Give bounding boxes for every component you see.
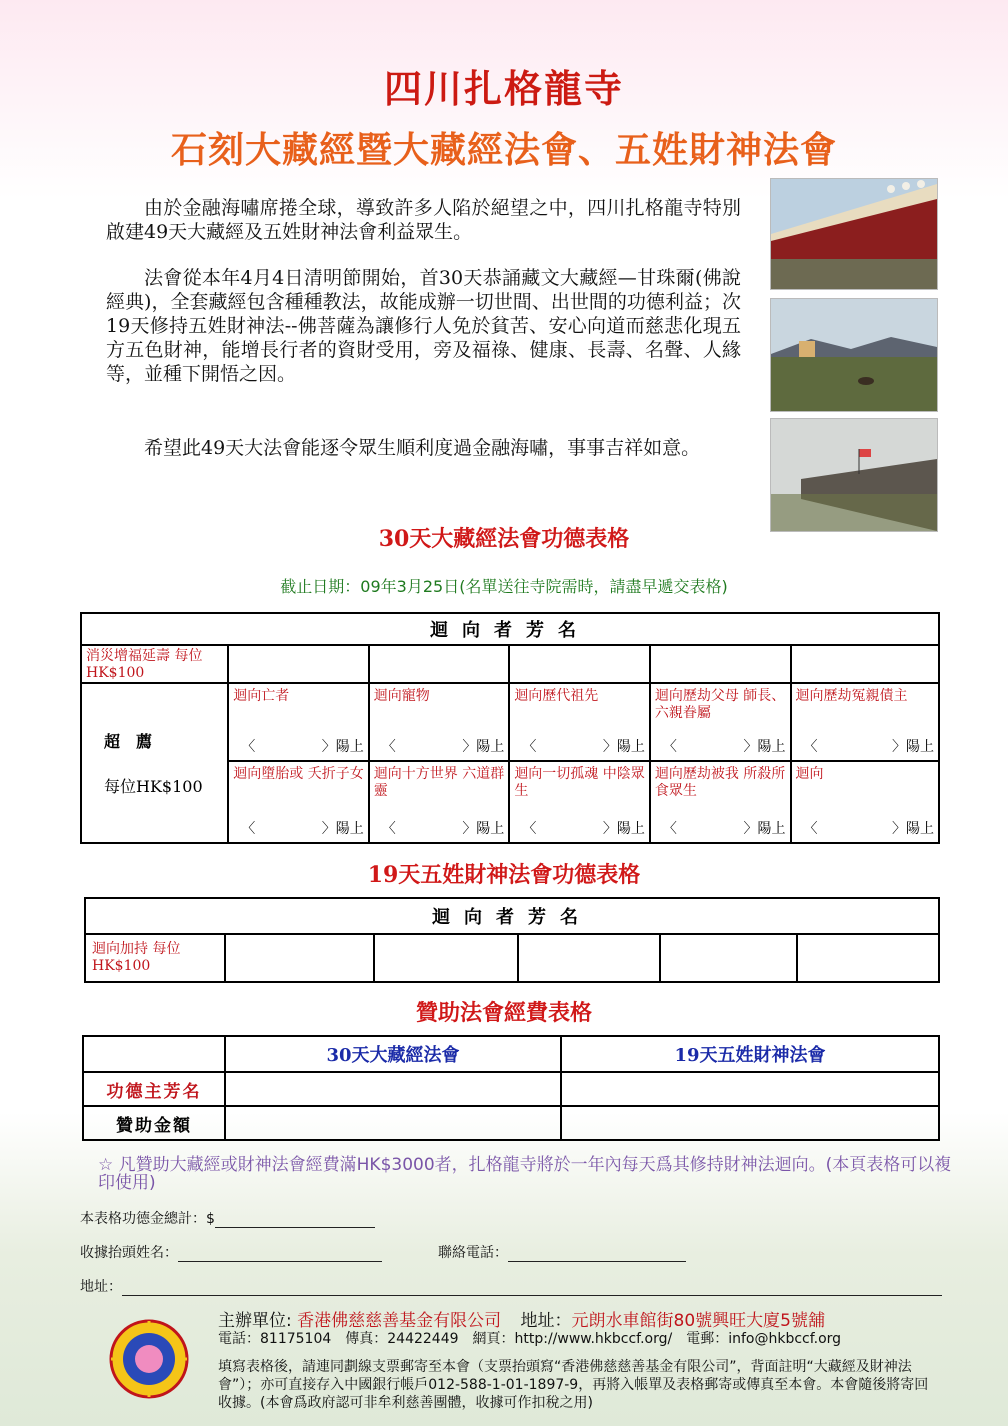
organizer-name: 香港佛慈慈善基金有限公司 bbox=[297, 1311, 502, 1331]
form2-label: 迴向加持 每位HK$100 bbox=[92, 941, 181, 974]
form2-name-field[interactable] bbox=[797, 934, 939, 982]
phone-field bbox=[438, 1242, 686, 1262]
deliverance-category: 迴向歷代祖先 bbox=[514, 688, 599, 704]
open-bracket: 〈 bbox=[803, 821, 818, 837]
address-input-line[interactable] bbox=[122, 1281, 942, 1296]
deliverance-cell[interactable] bbox=[228, 683, 369, 761]
close-bracket: 〉陽上 bbox=[321, 821, 364, 837]
blessing-name-field[interactable] bbox=[228, 645, 369, 683]
organizer-address: 元朗水車館街80號興旺大廈5號舖 bbox=[571, 1311, 825, 1331]
deliverance-cell[interactable] bbox=[369, 761, 510, 843]
deliverance-label-cell bbox=[81, 683, 228, 843]
address-field bbox=[80, 1276, 942, 1296]
deliverance-category: 迴向一切孤魂 中陰眾生 bbox=[514, 766, 645, 799]
close-bracket: 〉陽上 bbox=[602, 739, 645, 755]
footer-instructions: 填寫表格後，請連同劃線支票郵寄至本會（支票抬頭寫“香港佛慈慈善基金有限公司”，背面註明“大藏經及財神法會”）；亦可直接存入中國銀行帳戶012-588-1-01-1897-9，再將入帳單及表格郵寄或傳真至本會。本會隨後將寄回收據。(本會爲政府認可非牟利慈善團體，收據可作扣稅之用) bbox=[218, 1359, 929, 1411]
deliverance-category: 迴向 bbox=[795, 766, 824, 782]
deliverance-category: 迴向墮胎或 夭折子女 bbox=[233, 766, 364, 782]
open-bracket: 〈 bbox=[381, 821, 396, 837]
stone-wall-photo bbox=[770, 418, 938, 532]
close-bracket: 〉陽上 bbox=[892, 821, 934, 837]
phone-label: 聯絡電話： bbox=[438, 1245, 508, 1261]
phone-input-line[interactable] bbox=[508, 1247, 686, 1262]
blessing-name-field[interactable] bbox=[791, 645, 939, 683]
sponsor-name-field-wealth[interactable] bbox=[561, 1072, 939, 1106]
open-bracket: 〈 bbox=[803, 739, 818, 755]
deliverance-category: 迴向歷劫冤親債主 bbox=[795, 688, 908, 704]
deliverance-label: 超 薦 bbox=[104, 732, 153, 751]
total-label: 本表格功德金總計：$ bbox=[80, 1211, 215, 1227]
open-bracket: 〈 bbox=[381, 739, 396, 755]
close-bracket: 〉陽上 bbox=[602, 821, 645, 837]
blessing-label: 消災增福延壽 每位HK$100 bbox=[86, 648, 203, 681]
sponsor-name-label: 功德主芳名 bbox=[83, 1072, 225, 1106]
deliverance-cell[interactable] bbox=[509, 761, 650, 843]
open-bracket: 〈 bbox=[522, 821, 537, 837]
close-bracket: 〉陽上 bbox=[892, 739, 934, 755]
monastery-wall-photo bbox=[770, 178, 938, 290]
sponsor-amount-field-sutra[interactable] bbox=[225, 1106, 561, 1140]
sponsor-amount-label: 贊助金額 bbox=[83, 1106, 225, 1140]
blessing-label-cell bbox=[81, 645, 228, 683]
address-label-footer: 地址： bbox=[520, 1311, 572, 1331]
form2-name-field[interactable] bbox=[660, 934, 798, 982]
form3-col-wealth: 19天五姓財神法會 bbox=[561, 1036, 939, 1072]
deliverance-cell[interactable] bbox=[650, 683, 791, 761]
deliverance-category: 迴向寵物 bbox=[373, 688, 430, 704]
form1-header: 迴向者芳名 bbox=[81, 613, 939, 645]
form1-table bbox=[80, 612, 940, 844]
page-title: 四川扎格龍寺 bbox=[383, 66, 624, 111]
intro-paragraph-1: 由於金融海嘯席捲全球，導致許多人陷於絕望之中，四川扎格龍寺特別啟建49天大藏經及五姓財神法會利益眾生。 bbox=[106, 197, 741, 243]
sponsor-amount-field-wealth[interactable] bbox=[561, 1106, 939, 1140]
total-field bbox=[80, 1208, 375, 1228]
footer-contact: 電話：81175104 傳真：24422449 網頁：http://www.hkbccf.org/ 電郵：info@hkbccf.org bbox=[218, 1331, 842, 1347]
form2-title: 19天五姓財神法會功德表格 bbox=[367, 862, 641, 888]
address-label: 地址： bbox=[80, 1279, 122, 1295]
deliverance-category: 迴向歷劫被我 所殺所食眾生 bbox=[654, 766, 786, 799]
sponsor-name-field-sutra[interactable] bbox=[225, 1072, 561, 1106]
stupa-field-photo bbox=[770, 298, 938, 412]
page-subtitle: 石刻大藏經暨大藏經法會、五姓財神法會 bbox=[170, 129, 837, 171]
payee-field bbox=[80, 1242, 382, 1262]
open-bracket: 〈 bbox=[241, 739, 256, 755]
close-bracket: 〉陽上 bbox=[462, 821, 505, 837]
total-input-line[interactable] bbox=[215, 1213, 375, 1228]
sponsor-note: ☆ 凡贊助大藏經或財神法會經費滿HK$3000者，扎格龍寺將於一年內每天爲其修持財神法迴向。(本頁表格可以複印使用) bbox=[98, 1155, 952, 1193]
deliverance-cell[interactable] bbox=[509, 683, 650, 761]
close-bracket: 〉陽上 bbox=[321, 739, 364, 755]
organizer-label: 主辦單位: bbox=[218, 1311, 292, 1331]
form3-corner-cell bbox=[83, 1036, 225, 1072]
deliverance-category: 迴向十方世界 六道群靈 bbox=[373, 766, 505, 799]
deliverance-cell[interactable] bbox=[369, 683, 510, 761]
dharma-wheel-logo bbox=[108, 1318, 190, 1400]
form2-header: 迴向者芳名 bbox=[85, 898, 939, 934]
form2-name-field[interactable] bbox=[374, 934, 518, 982]
payee-input-line[interactable] bbox=[178, 1247, 382, 1262]
open-bracket: 〈 bbox=[662, 739, 677, 755]
intro-paragraph-3: 希望此49天大法會能逐令眾生順利度過金融海嘯，事事吉祥如意。 bbox=[144, 437, 701, 459]
open-bracket: 〈 bbox=[662, 821, 677, 837]
deliverance-cell[interactable] bbox=[791, 761, 939, 843]
deliverance-category: 迴向亡者 bbox=[233, 688, 290, 704]
form2-name-field[interactable] bbox=[225, 934, 375, 982]
form2-name-field[interactable] bbox=[518, 934, 660, 982]
form1-title: 30天大藏經法會功德表格 bbox=[378, 526, 630, 552]
blessing-name-field[interactable] bbox=[369, 645, 510, 683]
payee-label: 收據抬頭姓名： bbox=[80, 1245, 178, 1261]
form2-label-cell bbox=[85, 934, 225, 982]
deliverance-cell[interactable] bbox=[791, 683, 939, 761]
close-bracket: 〉陽上 bbox=[743, 739, 786, 755]
form1-deadline: 截止日期：09年3月25日(名單送往寺院需時，請盡早遞交表格) bbox=[280, 577, 728, 596]
deliverance-price: 每位HK$100 bbox=[104, 777, 203, 796]
form3-col-sutra: 30天大藏經法會 bbox=[225, 1036, 561, 1072]
open-bracket: 〈 bbox=[241, 821, 256, 837]
intro-paragraph-2: 法會從本年4月4日清明節開始，首30天恭誦藏文大藏經—甘珠爾(佛說經典)，全套藏經包含種種教法，故能成辦一切世間、出世間的功德利益；次19天修持五姓財神法--佛菩薩為讓修行人免於貧苦、安心向道而慈悲化現五方五色財神，能增長行者的資財受用，旁及福祿、健康、長壽、名聲、人緣等，並種下開悟之因。 bbox=[106, 267, 741, 385]
form2-table bbox=[84, 897, 940, 983]
form3-table bbox=[82, 1035, 940, 1141]
deliverance-cell[interactable] bbox=[650, 761, 791, 843]
deliverance-cell[interactable] bbox=[228, 761, 369, 843]
open-bracket: 〈 bbox=[522, 739, 537, 755]
blessing-name-field[interactable] bbox=[650, 645, 791, 683]
deliverance-category: 迴向歷劫父母 師長、六親眷屬 bbox=[654, 688, 786, 721]
blessing-name-field[interactable] bbox=[509, 645, 650, 683]
form3-title: 贊助法會經費表格 bbox=[415, 1000, 592, 1026]
close-bracket: 〉陽上 bbox=[462, 739, 505, 755]
close-bracket: 〉陽上 bbox=[743, 821, 786, 837]
